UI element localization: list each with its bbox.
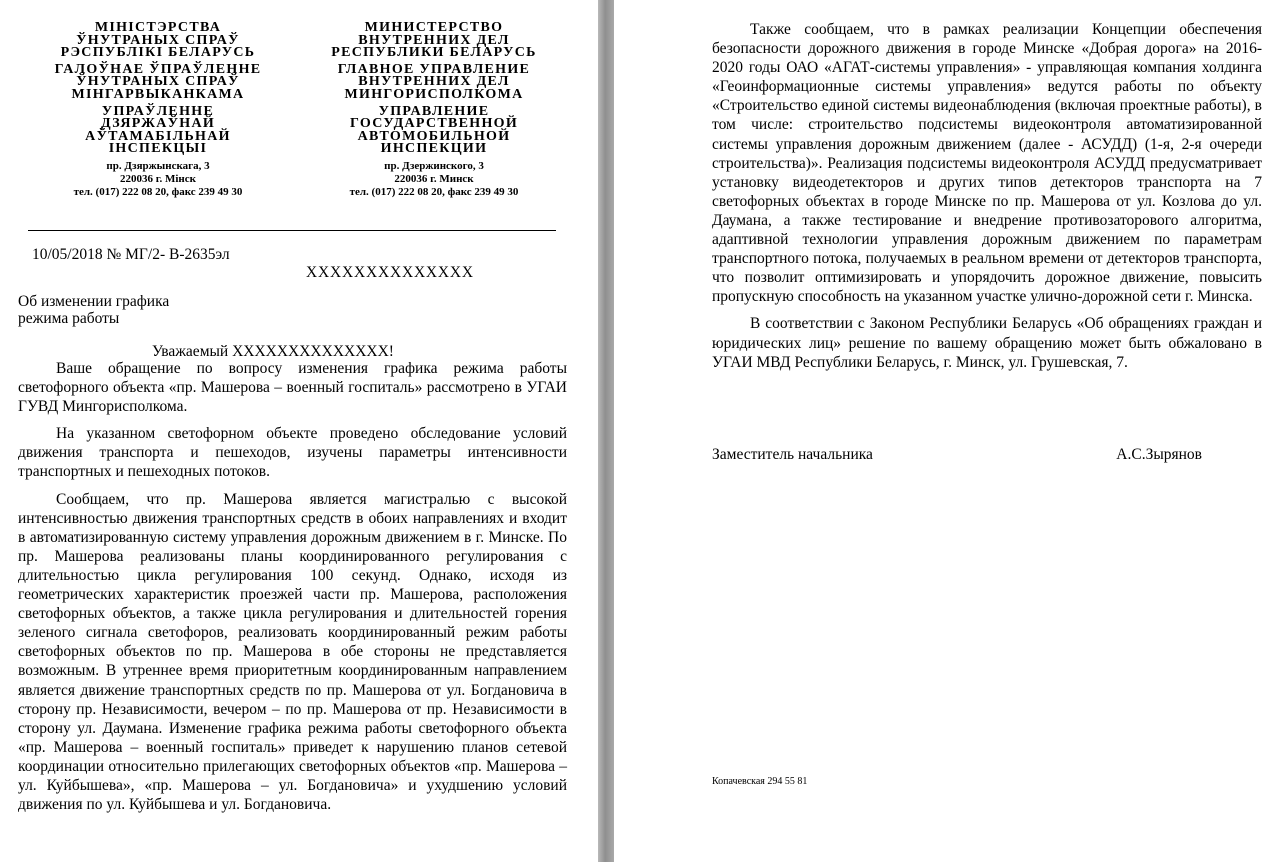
department-line: ГЛАВНОЕ УПРАВЛЕНИЕ [337,61,531,77]
address-street: пр. Дзержинского, 3 [384,159,484,172]
body-paragraph: В соответствии с Законом Республики Беларусь «Об обращениях граждан и юридических лиц» решение по вашему обращению может быть обжаловано в УГАИ МВД Республики Беларусь, г. Минск, ул. Грушевская, 7. [712,315,1262,371]
department-line: ЎНУТРАНЫХ СПРАЎ [76,74,240,90]
inspection-line: ІНСПЕКЦЫІ [108,141,208,157]
ministry-line: ВНУТРЕННИХ ДЕЛ [358,32,510,48]
ministry-line: ЎНУТРАНЫХ СПРАЎ [76,32,240,48]
body-paragraph: На указанном светофорном объекте проведено обследование условий движения транспорта и пешеходов, изучены параметры интенсивности транспортных и пешеходных потоков. [18,425,567,481]
inspection-line: АЎТАМАБІЛЬНАЙ [85,128,231,144]
executor-note: Копачевская 294 55 81 [712,776,808,787]
address-street: пр. Дзяржынскага, 3 [106,159,210,172]
ministry-line: РЕСПУБЛИКИ БЕЛАРУСЬ [331,45,537,61]
ministry-line: РЭСПУБЛІКІ БЕЛАРУСЬ [60,45,256,61]
inspection-line: ИНСПЕКЦИИ [380,141,488,157]
letter-body-page-1 [18,359,567,822]
letterhead-russian [318,22,550,199]
signatory-name: А.С.Зырянов [1116,446,1202,463]
body-paragraph: Также сообщаем, что в рамках реализации Концепции обеспечения безопасности дорожного движения в городе Минске «Добрая дорога» на 2016-2020 годы ОАО «АГАТ-системы управления» - управляющая компания холдинга «Геоинформационные системы управления» ведутся работы по объекту «Строительство единой системы видеонаблюдения (включая проектные работы), в том числе: строительство подсистемы видеоконтроля автоматизированной системы управления дорожным движением (далее - АСУДД) (1-я, 2-я очереди строительства)». Реализация подсистемы видеоконтроля АСУДД предусматривает установку видеодетекторов и других типов детекторов транспорта на 7 светофорных объектах в городе Минске по пр. Машерова от ул. Козлова до ул. Даумана, а также тестирование и внедрение противозаторового алгоритма, адаптивной технологии управления дорожным движением по параметрам транспортного потока, получаемых в реальном времени от детекторов транспорта, что позволит оптимизировать и упорядочить дорожное движение, повысить пропускную способность на указанном участке улично-дорожной сети г. Минска. [712,21,1262,306]
letterhead-belarusian [30,22,286,199]
greeting: Уважаемый XXXXXXXXXXXXXX! [152,343,394,360]
body-paragraph: Сообщаем, что пр. Машерова является магистралью с высокой интенсивностью движения транспортных средств в обоих направлениях и входит в автоматизированную систему управления дорожным движением в г. Минске. По пр. Машерова реализованы планы координированного регулирования с длительностью цикла регулирования 100 секунд. Однако, исходя из геометрических характеристик проезжей части пр. Машерова, расположения светофорных объектов, а также цикла регулирования и длительностей горения зеленого сигнала светофоров, реализовать координированный режим работы светофорных объектов по пр. Машерова в обе стороны не представляется возможным. В утреннее время приоритетным координированным направлением является движение транспортных средств по пр. Машерова от ул. Богдановича в сторону пр. Независимости, вечером – по пр. Машерова от пр. Независимости в сторону ул. Даумана. Изменение графика режима работы светофорного объекта «пр. Машерова – военный госпиталь» приведет к нарушению планов сетевой координации относительно прилегающих светофорных объектов «пр. Машерова – ул. Куйбышева», «пр. Машерова – ул. Богдановича» и ухудшению условий движения по ул. Куйбышева и ул. Богдановича. [18,490,567,814]
inspection-line: УПРАВЛЕНИЕ [378,103,490,119]
letterhead-divider [28,230,556,231]
ministry-line: МИНИСТЕРСТВО [364,20,504,35]
phone-fax: тел. (017) 222 08 20, факс 239 49 30 [349,185,519,198]
page-gutter [598,0,614,862]
subject-line: режима работы [18,310,120,327]
inspection-line: АВТОМОБИЛЬНОЙ [357,128,511,144]
phone-fax: тел. (017) 222 08 20, факс 239 49 30 [73,185,243,198]
inspection-line: ДЗЯРЖАЎНАЙ [100,116,216,132]
address-city: 220036 г. Минск [394,172,474,185]
department-line: ГАЛОЎНАЕ ЎПРАЎЛЕННЕ [54,61,262,77]
body-paragraph: Ваше обращение по вопросу изменения графика режима работы светофорного объекта «пр. Машерова – военный госпиталь» рассмотрено в УГАИ ГУВД Мингорисполкома. [18,360,567,416]
department-line: МИНГОРИСПОЛКОМА [344,86,524,102]
subject-line: Об изменении графика [18,293,170,310]
inspection-line: УПРАЎЛЕННЕ [101,103,215,119]
department-line: ВНУТРЕННИХ ДЕЛ [358,74,510,90]
department-line: МІНГАРВЫКАНКАМА [71,86,245,102]
signatory-title: Заместитель начальника [712,446,873,463]
addressee: XXXXXXXXXXXXXX [306,264,474,281]
inspection-line: ГОСУДАРСТВЕННОЙ [349,116,519,132]
address-city: 220036 г. Мінск [119,172,196,185]
document-reference: 10/05/2018 № МГ/2- В-2635эл [32,246,230,263]
ministry-line: МІНІСТЭРСТВА [94,20,222,35]
letter-body-page-2 [712,20,1262,380]
